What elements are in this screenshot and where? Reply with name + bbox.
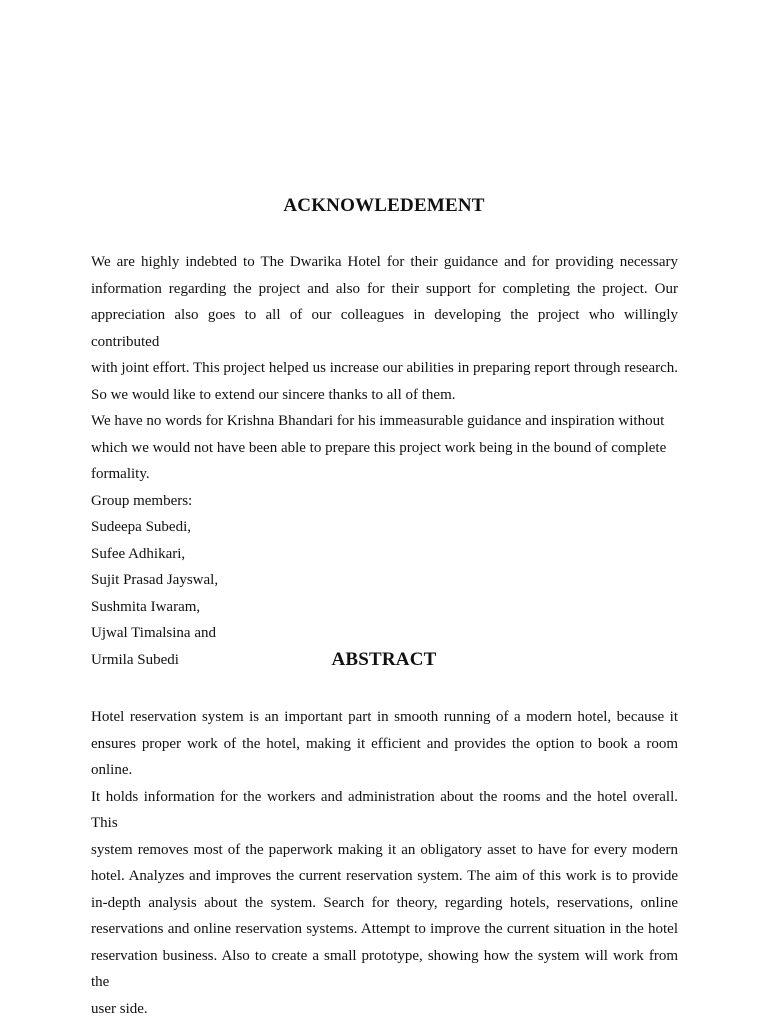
group-members-label: Group members: (91, 492, 193, 509)
acknowledgement-paragraph-1 (91, 249, 678, 408)
text-line: So we would like to extend our sincere thanks to all of them. (91, 386, 456, 403)
member-name: Urmila Subedi (91, 651, 179, 668)
text-line: We are highly indebted to The Dwarika Hotel for their guidance and for providing necessary (91, 254, 678, 270)
text-line: It holds information for the workers and administration about the rooms and the hotel overall. This (91, 788, 678, 831)
acknowledgement-title: ACKNOWLEDEMENT (283, 195, 485, 216)
text-line: with joint effort. This project helped us increase our abilities in preparing report through research. (91, 360, 678, 376)
text-line: reservations and online reservation systems. Attempt to improve the current situation in the hotel (91, 921, 678, 937)
abstract-body (91, 704, 678, 1022)
text-line: user side. (91, 1000, 148, 1017)
group-members (91, 488, 678, 674)
member-name: Sudeepa Subedi, (91, 519, 191, 535)
text-line: hotel. Analyzes and improves the current reservation system. The aim of this work is to provide (91, 868, 678, 884)
acknowledgement-paragraph-2 (91, 408, 678, 488)
text-line: reservation business. Also to create a small prototype, showing how the system will work from the (91, 947, 678, 990)
text-line: which we would not have been able to prepare this project work being in the bound of complete (91, 439, 667, 456)
acknowledgement-body (91, 249, 678, 673)
text-line: We have no words for Krishna Bhandari for his immeasurable guidance and inspiration without (91, 413, 665, 429)
abstract-title: ABSTRACT (331, 649, 437, 670)
text-line: Hotel reservation system is an important part in smooth running of a modern hotel, because it (91, 709, 678, 725)
text-line: formality. (91, 466, 150, 482)
text-line: appreciation also goes to all of our colleagues in developing the project who willingly contributed (91, 307, 678, 350)
text-line: system removes most of the paperwork making it an obligatory asset to have for every modern (91, 841, 678, 858)
member-name: Ujwal Timalsina and (91, 625, 217, 641)
text-line: ensures proper work of the hotel, making it efficient and provides the option to book a room online. (91, 735, 678, 778)
text-line: information regarding the project and also for their support for completing the project. Our (91, 280, 678, 297)
member-name: Sushmita Iwaram, (91, 598, 201, 615)
member-name: Sujit Prasad Jayswal, (91, 572, 219, 588)
text-line: in-depth analysis about the system. Search for theory, regarding hotels, reservations, online (91, 894, 678, 911)
member-name: Sufee Adhikari, (91, 545, 186, 562)
